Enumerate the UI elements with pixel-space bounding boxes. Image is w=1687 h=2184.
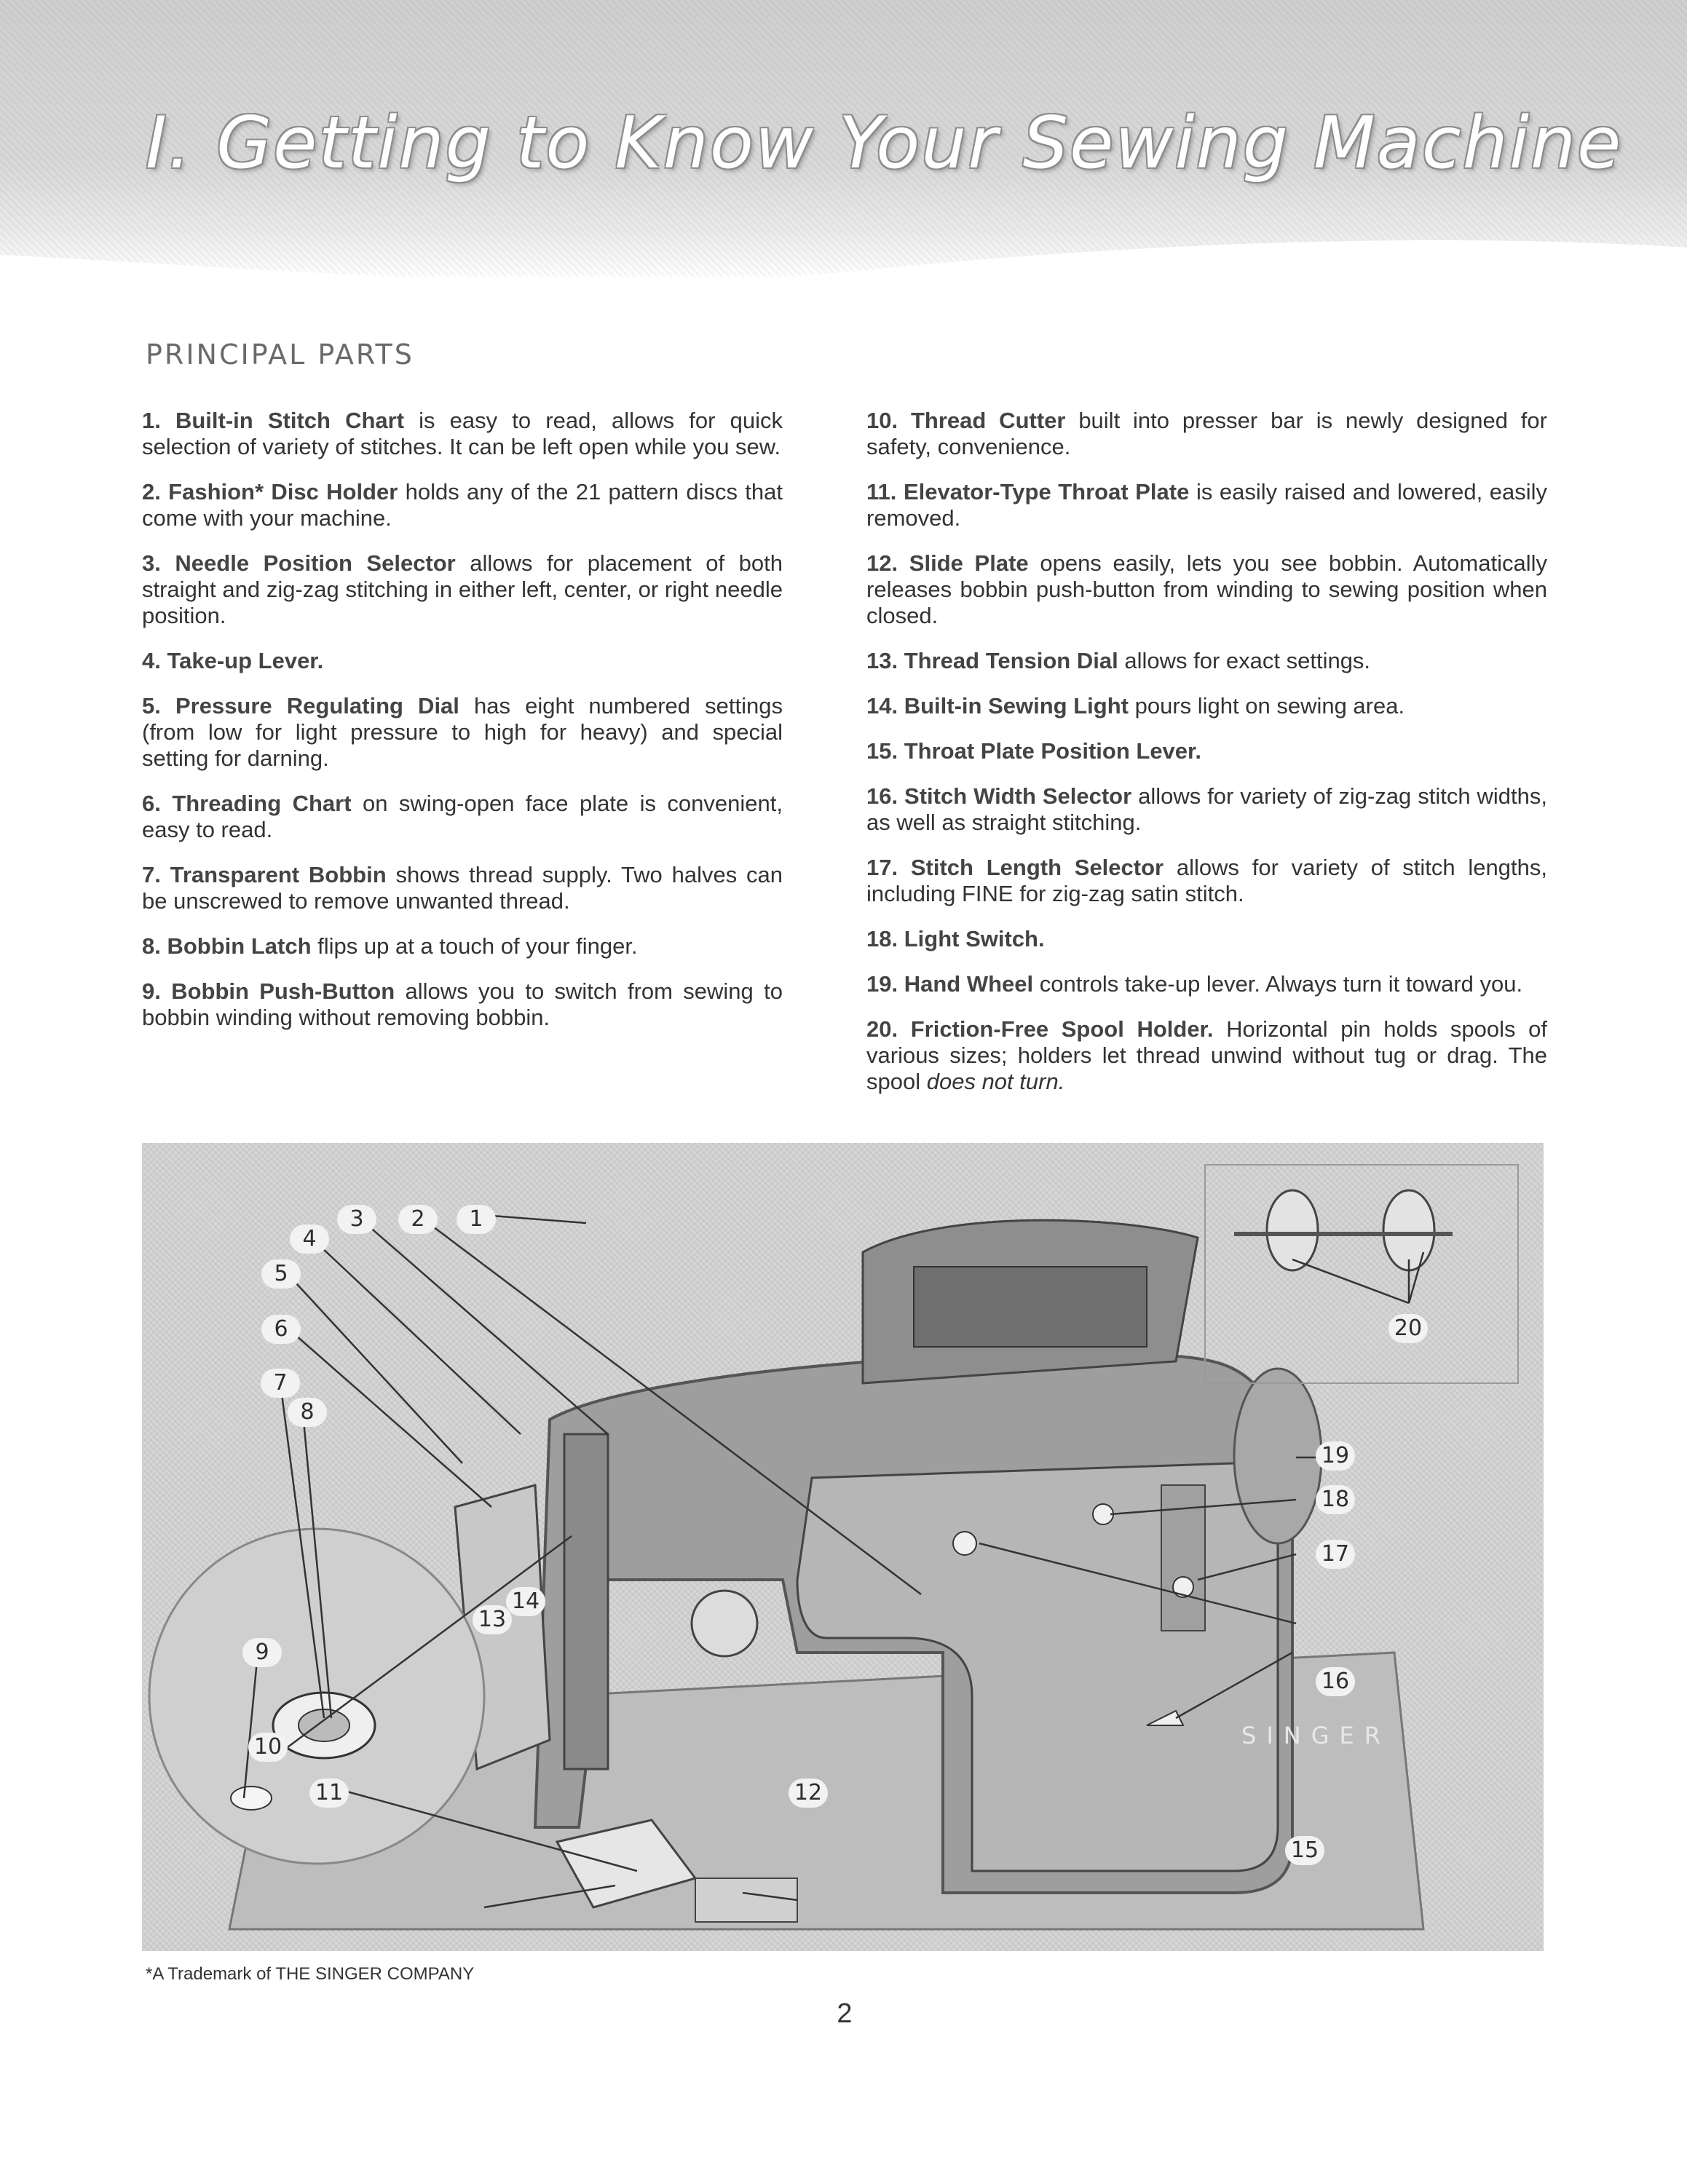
part-item: [142, 978, 783, 1031]
callout-14: 14: [506, 1587, 545, 1616]
part-description: is easily raised and lowered, easily removed.: [866, 479, 1548, 531]
tension-dial: [692, 1591, 757, 1656]
callout-16: 16: [1316, 1667, 1355, 1696]
sewing-machine-diagram: [142, 1143, 1544, 1951]
part-name: Throat Plate Position Lever.: [904, 738, 1202, 764]
part-name: Friction-Free Spool Holder.: [910, 1016, 1214, 1042]
part-number: 16.: [866, 783, 898, 809]
part-description: allows for exact settings.: [1124, 648, 1371, 673]
part-description: allows for variety of zig-zag stitch widths, as well as straight stitching.: [866, 783, 1547, 835]
stitch-width-knob: [953, 1532, 976, 1555]
part-name: Stitch Width Selector: [904, 783, 1132, 809]
part-description: controls take-up lever. Always turn it toward you.: [1039, 971, 1523, 997]
part-item: [866, 479, 1547, 531]
part-name: Light Switch.: [904, 926, 1045, 951]
part-description: has eight numbered settings (from low for light pressure to high for heavy) and special setting for darning.: [142, 693, 783, 771]
part-name: Thread Cutter: [910, 408, 1066, 433]
part-item: [866, 855, 1547, 907]
callout-11: 11: [309, 1779, 349, 1808]
part-number: 13.: [866, 648, 898, 673]
part-number: 20.: [866, 1016, 898, 1042]
callout-9: 9: [242, 1638, 282, 1667]
callout-20: 20: [1388, 1314, 1428, 1343]
part-item: [142, 648, 783, 674]
header-banner: [0, 0, 1687, 277]
part-number: 9.: [142, 978, 161, 1004]
part-item: [142, 933, 783, 960]
banner-wave: [0, 218, 1687, 306]
parts-list-left: [142, 408, 783, 1050]
callout-12: 12: [789, 1779, 828, 1808]
part-name: Fashion* Disc Holder: [168, 479, 398, 505]
part-description: on swing-open face plate is convenient, easy to read.: [142, 791, 783, 842]
part-name: Elevator-Type Throat Plate: [903, 479, 1190, 505]
callout-18: 18: [1316, 1485, 1355, 1514]
part-number: 18.: [866, 926, 898, 951]
callout-5: 5: [261, 1259, 301, 1289]
part-name: Built-in Sewing Light: [904, 693, 1129, 719]
part-name: Pressure Regulating Dial: [175, 693, 459, 719]
callout-10: 10: [248, 1733, 288, 1762]
stitch-chart: [914, 1267, 1147, 1347]
part-description-emphasis: does not turn.: [926, 1069, 1065, 1094]
part-name: Bobbin Latch: [167, 933, 312, 959]
part-number: 10.: [866, 408, 898, 433]
part-description: opens easily, lets you see bobbin. Automatically releases bobbin push-button from winding to sewing position when closed.: [866, 550, 1547, 628]
part-description: Horizontal pin holds spools of various sizes; holders let thread unwind without tug or drag. The spool: [866, 1016, 1547, 1094]
part-number: 14.: [866, 693, 898, 719]
part-item: [866, 926, 1547, 952]
part-description: is easy to read, allows for quick selection of variety of stitches. It can be left open while you sew.: [142, 408, 783, 459]
part-item: [142, 550, 783, 629]
part-item: [866, 693, 1547, 719]
part-number: 3.: [142, 550, 161, 576]
callout-4: 4: [290, 1224, 329, 1254]
part-number: 12.: [866, 550, 898, 576]
part-item: [142, 693, 783, 772]
part-name: Slide Plate: [909, 550, 1029, 576]
light-switch: [1093, 1504, 1113, 1524]
part-number: 5.: [142, 693, 161, 719]
spool-holder-left: [1267, 1190, 1318, 1270]
section-heading: PRINCIPAL PARTS: [146, 339, 414, 371]
part-item: [866, 971, 1547, 997]
part-number: 8.: [142, 933, 161, 959]
part-name: Stitch Length Selector: [910, 855, 1164, 880]
needle-bar: [564, 1434, 608, 1769]
callout-2: 2: [398, 1205, 438, 1234]
part-description: flips up at a touch of your finger.: [317, 933, 638, 959]
trademark-footnote: *A Trademark of THE SINGER COMPANY: [146, 1964, 475, 1984]
part-number: 6.: [142, 791, 161, 816]
part-item: [866, 783, 1547, 836]
part-number: 2.: [142, 479, 161, 505]
brand-label: SINGER: [1241, 1722, 1391, 1749]
part-number: 17.: [866, 855, 898, 880]
part-name: Built-in Stitch Chart: [175, 408, 405, 433]
hand-wheel: [1234, 1369, 1321, 1543]
part-name: Hand Wheel: [904, 971, 1034, 997]
part-description: pours light on sewing area.: [1134, 693, 1405, 719]
callout-1: 1: [457, 1205, 496, 1234]
page-number: 2: [837, 1998, 853, 2029]
callout-3: 3: [337, 1205, 376, 1234]
part-number: 11.: [866, 479, 897, 505]
part-item: [866, 648, 1547, 674]
part-name: Transparent Bobbin: [170, 862, 387, 887]
part-item: [866, 550, 1547, 629]
part-name: Threading Chart: [172, 791, 352, 816]
part-description: allows you to switch from sewing to bobbin winding without removing bobbin.: [142, 978, 783, 1030]
part-number: 1.: [142, 408, 161, 433]
part-item: [142, 408, 783, 460]
part-item: [142, 862, 783, 914]
part-number: 7.: [142, 862, 161, 887]
part-description: holds any of the 21 pattern discs that come with your machine.: [142, 479, 783, 531]
part-description: allows for placement of both straight and zig-zag stitching in either left, center, or right needle position.: [142, 550, 783, 628]
part-number: 4.: [142, 648, 161, 673]
callout-7: 7: [261, 1369, 300, 1398]
callout-19: 19: [1316, 1441, 1355, 1471]
part-item: [142, 479, 783, 531]
part-item: [866, 408, 1547, 460]
part-name: Thread Tension Dial: [904, 648, 1118, 673]
part-item: [142, 791, 783, 843]
part-name: Take-up Lever.: [167, 648, 324, 673]
part-description: shows thread supply. Two halves can be unscrewed to remove unwanted thread.: [142, 862, 783, 914]
parts-list-right: [866, 408, 1547, 1114]
spool-holder-right: [1383, 1190, 1434, 1270]
spool-inset-frame: [1205, 1165, 1518, 1383]
callout-15: 15: [1285, 1836, 1324, 1865]
part-description: allows for variety of stitch lengths, including FINE for zig-zag satin stitch.: [866, 855, 1547, 906]
chapter-title: I. Getting to Know Your Sewing Machine: [146, 102, 1623, 185]
part-number: 15.: [866, 738, 898, 764]
part-item: [866, 1016, 1547, 1095]
callout-8: 8: [288, 1398, 327, 1427]
callout-13: 13: [473, 1605, 512, 1634]
callout-17: 17: [1316, 1540, 1355, 1569]
callout-6: 6: [261, 1315, 301, 1344]
part-description: built into presser bar is newly designed for safety, convenience.: [866, 408, 1547, 459]
bobbin-push-button: [231, 1787, 272, 1810]
part-name: Needle Position Selector: [175, 550, 456, 576]
part-name: Bobbin Push-Button: [171, 978, 395, 1004]
part-item: [866, 738, 1547, 764]
slide-plate: [695, 1878, 797, 1922]
part-number: 19.: [866, 971, 898, 997]
